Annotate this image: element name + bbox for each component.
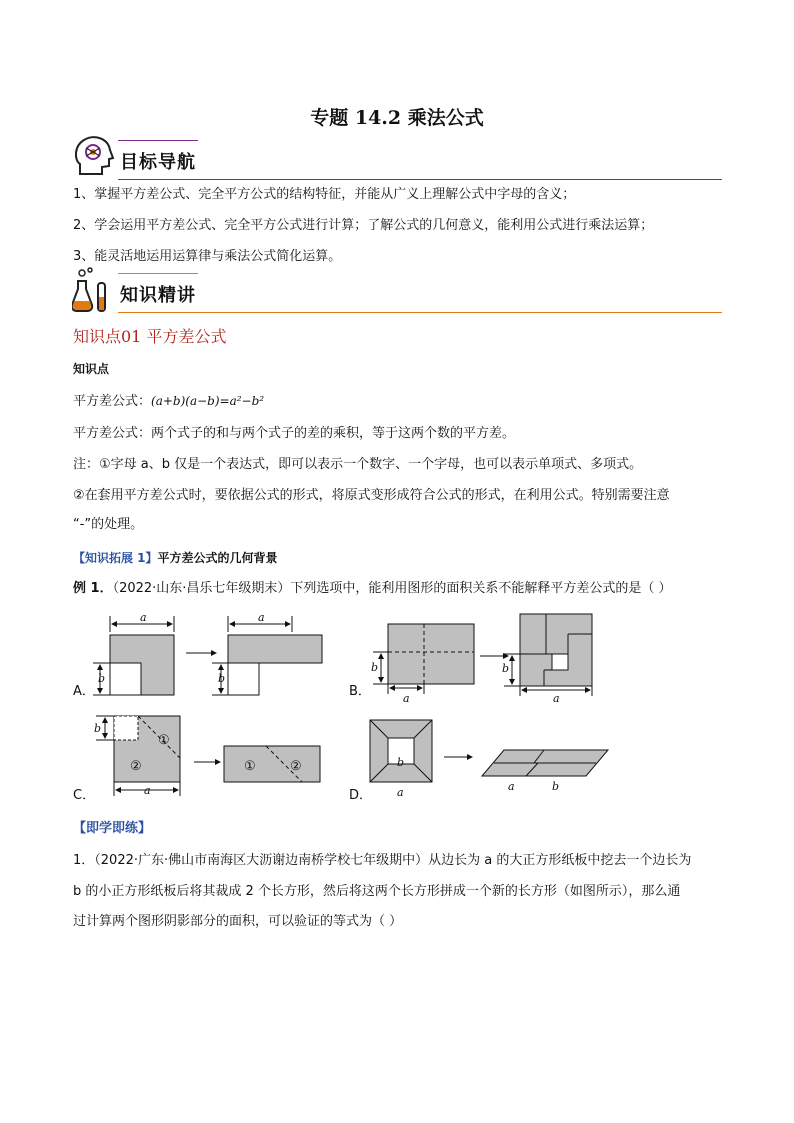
kp-label: 知识点 [73,362,110,376]
header-divider [118,312,722,313]
label-a: a [508,780,515,793]
extension-bracket: 【知识拓展 1】 [73,551,158,565]
label-a: a [140,611,147,624]
goal-item-3: 3、能灵活地运用运算律与乘法公式简化运算。 [73,249,342,264]
question-1-line-1: 1．（2022·广东·佛山市南海区大沥谢边南桥学校七年级期中）从边长为 a 的大正方形纸板中挖去一个边长为 [73,853,692,868]
example-line [73,580,723,598]
label-a: a [144,784,151,797]
example-label: 例 1． [73,581,113,596]
header-topline [118,273,198,274]
region-1-label: ① [244,759,256,774]
label-a: a [397,786,404,799]
extension-text: 平方差公式的几何背景 [157,551,278,565]
note-1: 注：①字母 a、b 仅是一个表达式，即可以表示一个数字、一个字母，也可以表示单项式、多项式。 [73,457,643,472]
option-a: A． [73,684,95,699]
option-b: B． [349,684,371,699]
definition-line [73,425,723,443]
header-topline [118,140,198,141]
label-a: a [553,692,560,705]
section-heading: 知识精讲 [120,285,196,306]
flask-icon [72,267,116,313]
region-2-label: ② [130,759,142,774]
goal-item-1: 1、掌握平方差公式、完全平方公式的结构特征，并能从广义上理解公式中字母的含义； [73,187,576,202]
formula-label: 平方差公式： [73,394,152,409]
label-b: b [552,780,560,793]
note-2b: “-”的处理。 [73,517,144,532]
question-1-line-3: 过计算两个图形阴影部分的面积，可以验证的等式为（ ） [73,914,403,929]
example-text: （2022·山东·昌乐七年级期末）下列选项中，能利用图形的面积关系不能解释平方差公式的是（ ） [112,581,672,596]
formula: (a+b)(a−b)=a²−b² [151,394,265,408]
extension-line [73,549,723,567]
label-b: b [98,672,106,685]
label-b: b [502,662,510,675]
label-b: b [94,722,102,735]
formula-line [73,392,723,411]
goal-item-2: 2、学会运用平方差公式、完全平方公式进行计算；了解公式的几何意义，能利用公式进行乘法运算； [73,218,654,233]
question-1-line-2: b 的小正方形纸板后将其裁成 2 个长方形，然后将这两个长方形拼成一个新的长方形（如图所示），那么通 [73,884,681,899]
label-a: a [403,692,410,705]
page-title: 专题 14.2 乘法公式 [310,107,484,129]
definition-label: 平方差公式： [73,426,152,441]
label-a: a [258,611,265,624]
head-gear-icon [72,134,116,180]
label-b: b [371,661,379,674]
section-heading: 目标导航 [120,152,196,173]
label-b: b [397,756,405,769]
label-b: b [218,672,226,685]
region-2-label: ② [290,759,302,774]
option-d: D． [349,788,373,803]
option-c: C． [73,788,96,803]
region-1-label: ① [158,733,170,748]
note-2a: ②在套用平方差公式时，要依据公式的形式，将原式变形成符合公式的形式，在利用公式。特别需要注意 [73,488,670,503]
section-header-knowledge [72,273,722,313]
practice-label: 【即学即练】 [73,821,152,836]
section-header-goals [72,140,722,180]
example-figures [68,610,648,810]
header-divider [118,179,722,180]
definition-text: 两个式子的和与两个式子的差的乘积，等于这两个数的平方差。 [151,426,516,441]
knowledge-point-title: 知识点01 平方差公式 [73,327,227,346]
